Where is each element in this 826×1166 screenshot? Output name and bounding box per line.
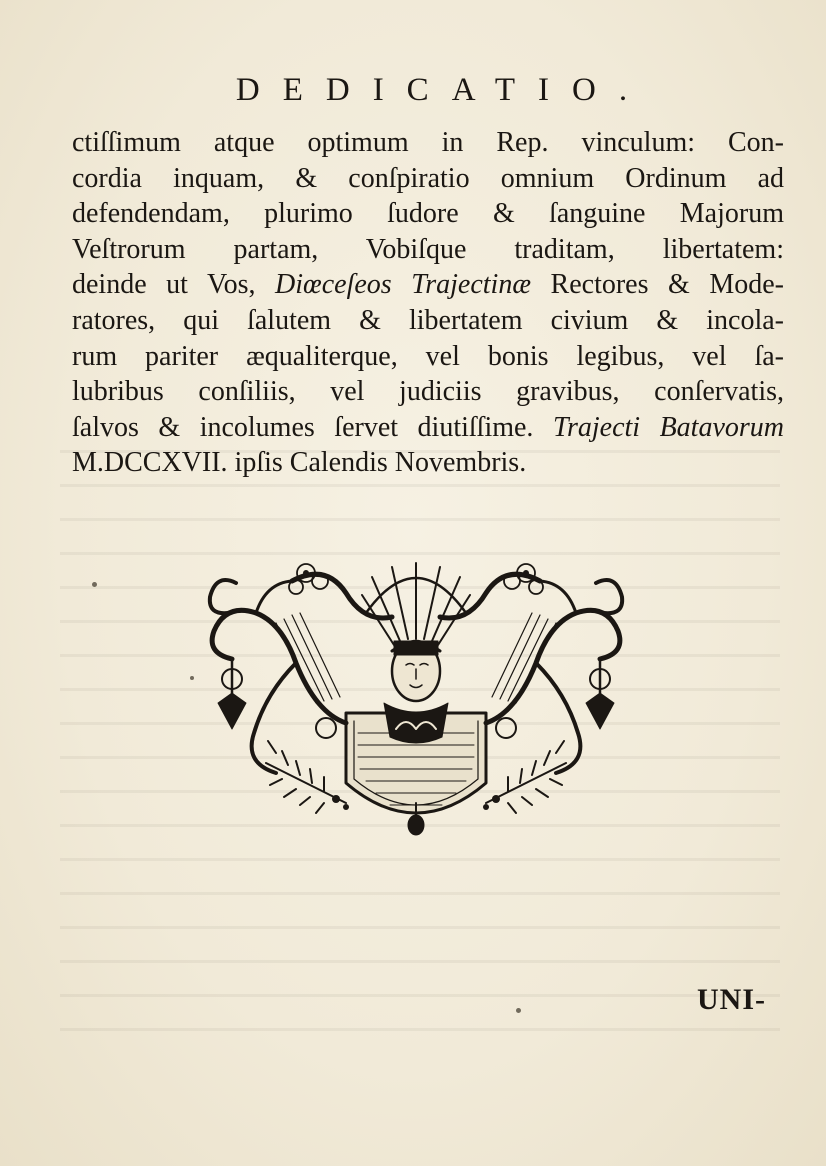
- text-line: defendendam, plurimo ſudore & ſanguine Majorum: [72, 198, 784, 230]
- text-line: ratores, qui ſalutem & libertatem civium & incola-: [72, 304, 784, 336]
- text-line: cordia inquam, & conſpiratio omnium Ordinum ad: [72, 162, 784, 194]
- text-line: rum pariter æqualiterque, vel bonis legibus, vel ſa-: [72, 340, 784, 372]
- ink-speck: [516, 1008, 521, 1013]
- running-header: DEDICATIO.: [235, 72, 651, 108]
- text-line-date: M.DCCXVII. ipſis Calendis Novembris.: [72, 447, 527, 479]
- text-line: deinde ut Vos, Diœceſeos Trajectinæ Rectores & Mode-: [72, 269, 784, 301]
- italic-place-date: Trajecti Batavorum: [552, 411, 785, 443]
- text-line: ctiſſimum atque optimum in Rep. vinculum: Con-: [72, 127, 784, 158]
- woodcut-ornament-icon: [196, 553, 636, 848]
- ink-speck: [190, 676, 194, 680]
- catchword: UNI-: [697, 983, 766, 1016]
- dedication-text: [72, 125, 784, 481]
- text-line: ſalvos & incolumes ſervet diutiſſime. Trajecti Batavorum: [72, 411, 785, 443]
- text-line: Veſtrorum partam, Vobiſque traditam, libertatem:: [72, 233, 784, 265]
- italic-place-name: Diœceſeos Trajectinæ: [275, 269, 531, 301]
- ink-speck: [92, 582, 97, 587]
- text-line: lubribus conſiliis, vel judiciis gravibus, conſervatis,: [72, 376, 784, 408]
